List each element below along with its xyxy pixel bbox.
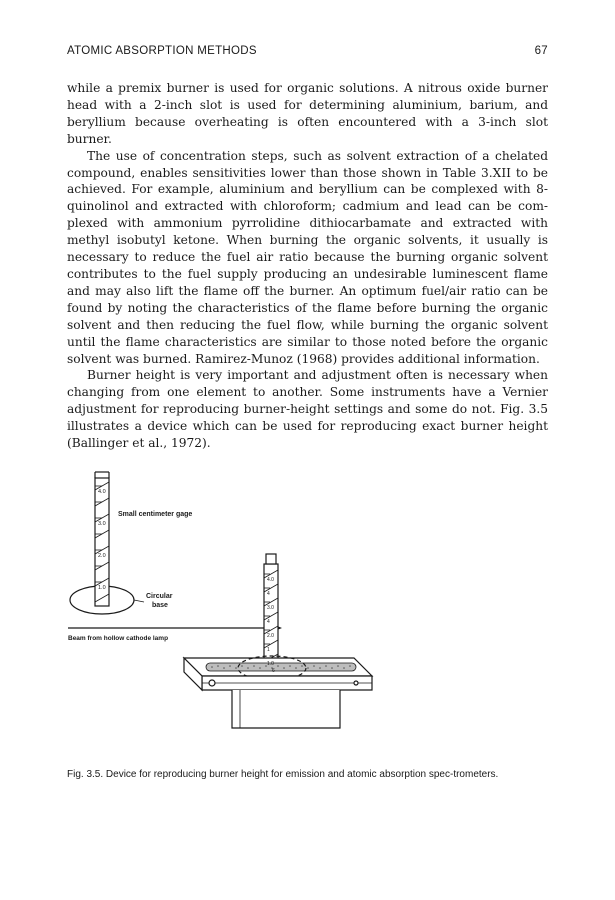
label-beam: Beam from hollow cathode lamp xyxy=(68,635,169,642)
left-gauge-tick: 3.0 xyxy=(98,521,106,527)
right-gauge-tick: 4 xyxy=(267,619,270,625)
figure-caption xyxy=(67,768,548,782)
paragraph-1: while a premix burner is used for organic solutions. A nitrous oxide burner head with a 2-inch slot is used for determining aluminium, barium, and beryllium because overheating is often encountered with a 3-inch slot burner. xyxy=(67,81,548,146)
right-gauge-tick: 4.0 xyxy=(267,577,274,583)
left-gauge-tick: 4.0 xyxy=(98,489,106,495)
label-small-centimeter-gage: Small centimeter gage xyxy=(118,511,193,518)
right-gauge-tick: 1 xyxy=(267,647,270,653)
left-gauge-tick: 1.0 xyxy=(98,585,106,591)
right-gauge-tick: 1.0 xyxy=(267,661,274,667)
caption-text: Device for reproducing burner height for emission and atomic absorption spec-trometers. xyxy=(105,769,499,780)
paragraph-3: Burner height is very important and adjustment often is necessary when changing from one element to another. Some instruments have a Vernier adjustment for reproducing burner-height settings and some do not. Fig. 3.5 illustrates a device which can be used for reproducing exact burner height (Ballinger et al., 1972). xyxy=(67,368,548,451)
paragraph-2: The use of concentration steps, such as solvent extraction of a chelated compound, enables sensitivities lower than those shown in Table 3.XII to be achieved. For example, aluminium and beryllium can be complexed with 8-quinolinol and extracted with chloroform; cadmium and lead can be com-plexed with ammonium pyrrolidine dithiocarbamate and extracted with methyl isobutyl ketone. When burning the organic solvents, it usually is necessary to reduce the fuel air ratio because the burning organic solvent contributes to the fuel supply producing an undesirable luminescent flame and may also lift the flame off the burner. An optimum fuel/air ratio can be found by noting the characteristics of the flame before burning the organic solvent and then reducing the fuel flow, while burning the organic solvent until the flame characteristics are similar to those noted before the organic solvent was burned. Ramirez-Munoz (1968) provides additional information. xyxy=(67,148,548,366)
label-circular-base-line2: base xyxy=(152,602,168,609)
figure-burner-height-device xyxy=(60,462,390,762)
label-circular-base-line1: Circular xyxy=(146,593,173,600)
body-text xyxy=(67,80,548,452)
left-gauge-tick: 2.0 xyxy=(98,553,106,559)
burner-body xyxy=(232,690,340,728)
caption-label: Fig. 3.5. xyxy=(67,769,104,780)
right-gauge-tick: 6 xyxy=(272,668,275,674)
burner-slot xyxy=(206,663,356,671)
right-gauge-tick: 2.0 xyxy=(267,633,274,639)
running-head-title: ATOMIC ABSORPTION METHODS xyxy=(67,45,257,57)
right-gauge-tick: 4 xyxy=(267,591,270,597)
right-gauge-tick: 3.0 xyxy=(267,605,274,611)
page-number: 67 xyxy=(534,45,548,57)
running-head xyxy=(67,45,548,61)
figure-drawing xyxy=(60,462,390,762)
